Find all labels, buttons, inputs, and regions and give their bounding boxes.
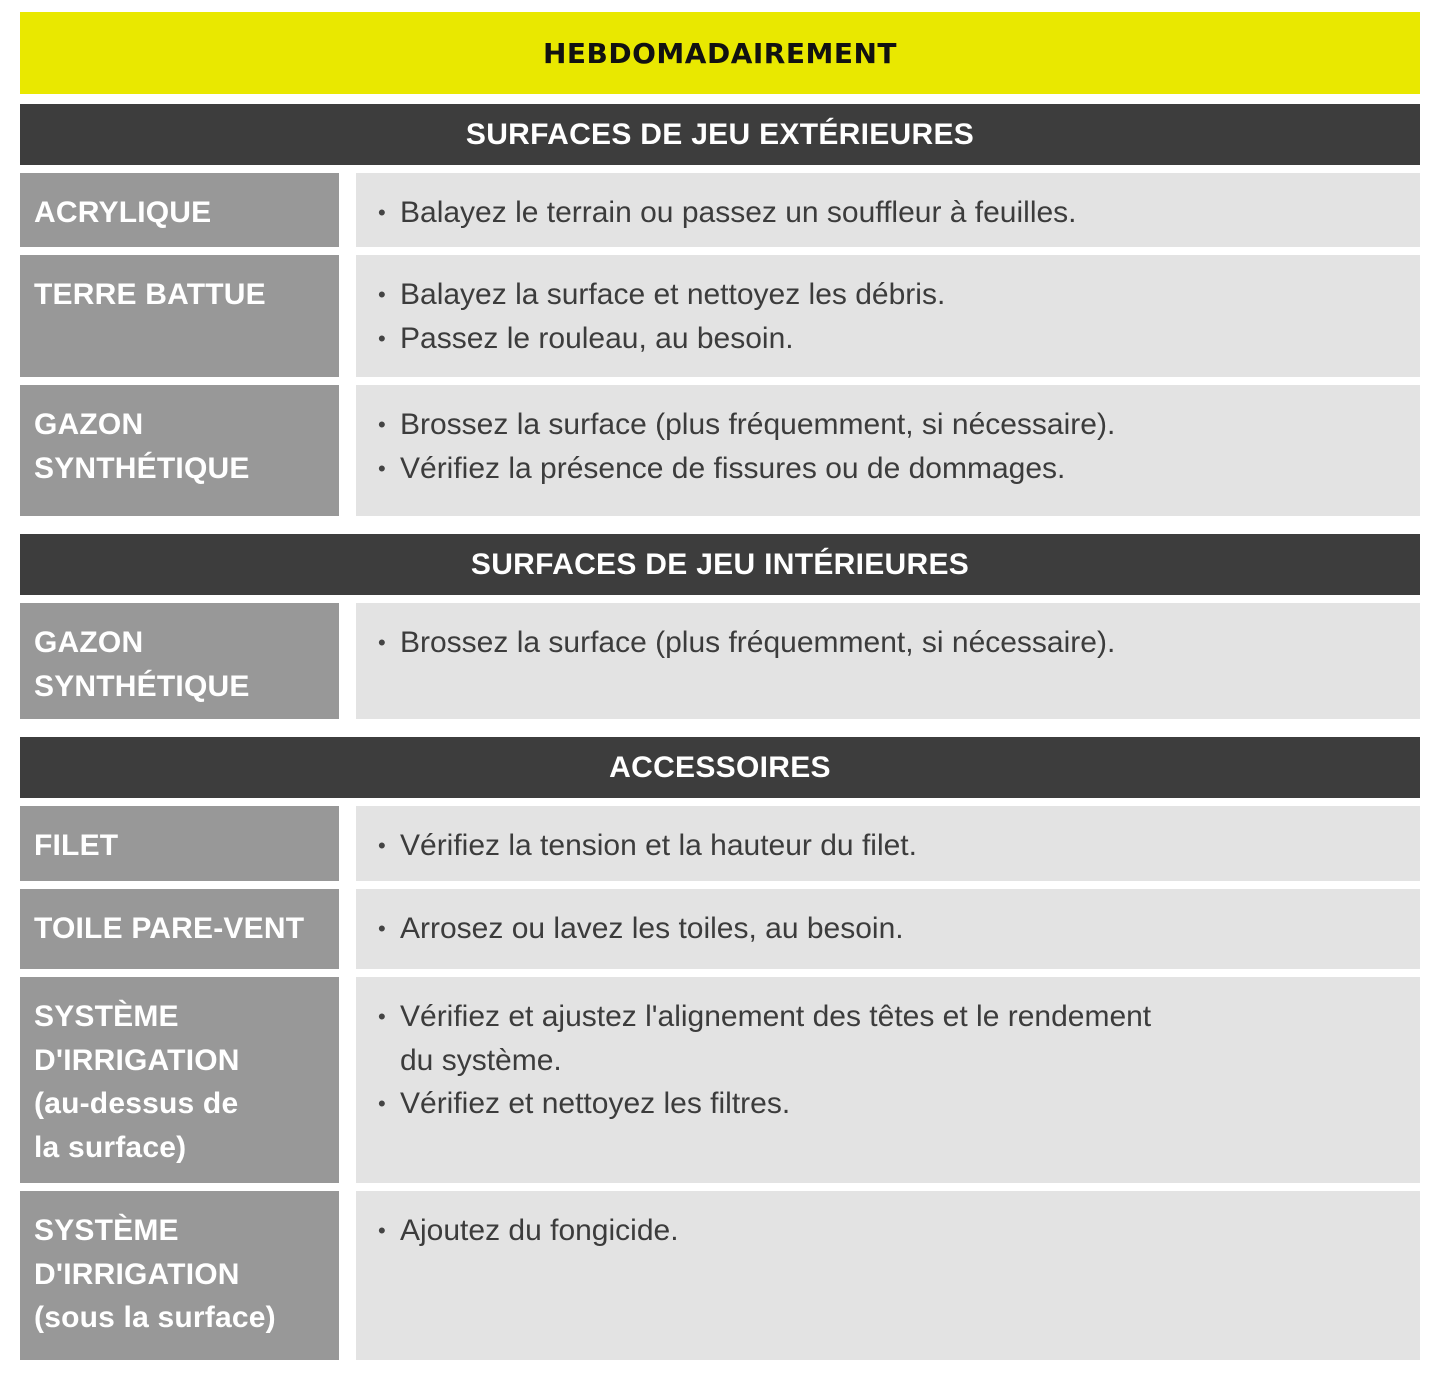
task-item [378, 907, 1420, 951]
task-text: Ajoutez du fongicide. [400, 1214, 679, 1247]
task-item [378, 403, 1420, 447]
task-text: Vérifiez la tension et la hauteur du filet. [400, 829, 917, 862]
row-tasks [356, 603, 1420, 719]
task-text: Passez le rouleau, au besoin. [400, 321, 794, 355]
row-label [20, 255, 339, 377]
row-label [20, 889, 339, 969]
bullet-icon: • [378, 1218, 386, 1243]
row-tasks [356, 806, 1420, 881]
row-label-line: (sous la surface) [34, 1301, 276, 1334]
task-item [378, 1082, 1420, 1126]
task-text: Vérifiez et nettoyez les filtres. [400, 1087, 791, 1120]
task-text: Balayez le terrain ou passez un souffleur à feuilles. [400, 196, 1077, 229]
row-label-line: FILET [34, 829, 119, 862]
task-text: Vérifiez la présence de fissures ou de dommages. [400, 451, 1066, 485]
task-text: Brossez la surface (plus fréquemment, si nécessaire). [400, 626, 1116, 659]
task-text: Vérifiez et ajustez l'alignement des têtes et le rendement [400, 1000, 1152, 1033]
task-text: du système. [400, 1043, 562, 1077]
task-item [378, 191, 1420, 235]
section-header-exterior [20, 104, 1420, 165]
bullet-icon: • [378, 1091, 386, 1116]
row-tasks [356, 1191, 1420, 1360]
bullet-icon: • [378, 1004, 386, 1029]
row-label-line: D'IRRIGATION [34, 1043, 240, 1077]
bullet-icon: • [378, 455, 386, 481]
page-title: HEBDOMADAIREMENT [542, 36, 898, 70]
row-tasks [356, 173, 1420, 247]
bullet-icon: • [378, 412, 386, 437]
task-item [378, 824, 1420, 868]
bullet-icon: • [378, 833, 386, 858]
row-label [20, 1191, 339, 1360]
section-title: ACCESSOIRES [609, 750, 831, 784]
task-text: Arrosez ou lavez les toiles, au besoin. [400, 912, 904, 945]
task-text: Balayez la surface et nettoyez les débris. [400, 278, 946, 311]
bullet-icon: • [378, 325, 386, 351]
row-label-line: TOILE PARE-VENT [34, 912, 305, 945]
row-label-line: TERRE BATTUE [34, 278, 266, 311]
row-label-line: la surface) [34, 1130, 187, 1164]
section-header-interior [20, 534, 1420, 595]
row-label [20, 385, 339, 516]
row-label-line: SYSTÈME [34, 1000, 179, 1033]
section-header-accessories [20, 737, 1420, 798]
bullet-icon: • [378, 282, 386, 307]
task-item [378, 1209, 1420, 1253]
task-item [378, 621, 1420, 665]
row-tasks [356, 385, 1420, 516]
row-label [20, 173, 339, 247]
title-banner [20, 12, 1420, 94]
row-tasks [356, 977, 1420, 1183]
task-item [378, 995, 1420, 1082]
row-label [20, 603, 339, 719]
bullet-icon: • [378, 200, 386, 225]
row-tasks [356, 889, 1420, 969]
row-label-line: GAZON [34, 626, 144, 659]
bullet-icon: • [378, 630, 386, 655]
task-text: Brossez la surface (plus fréquemment, si nécessaire). [400, 408, 1116, 441]
row-label-line: SYNTHÉTIQUE [34, 669, 250, 703]
row-label-line: (au-dessus de [34, 1087, 239, 1120]
row-label-line: SYSTÈME [34, 1214, 179, 1247]
task-item [378, 317, 1420, 361]
row-tasks [356, 255, 1420, 377]
row-label [20, 806, 339, 881]
row-label-line: SYNTHÉTIQUE [34, 451, 250, 485]
row-label-line: D'IRRIGATION [34, 1257, 240, 1291]
row-label-line: GAZON [34, 408, 144, 441]
section-title: SURFACES DE JEU EXTÉRIEURES [465, 117, 975, 151]
task-item [378, 273, 1420, 317]
task-item [378, 447, 1420, 491]
section-title: SURFACES DE JEU INTÉRIEURES [470, 547, 970, 581]
row-label [20, 977, 339, 1183]
bullet-icon: • [378, 916, 386, 941]
row-label-line: ACRYLIQUE [34, 196, 212, 229]
